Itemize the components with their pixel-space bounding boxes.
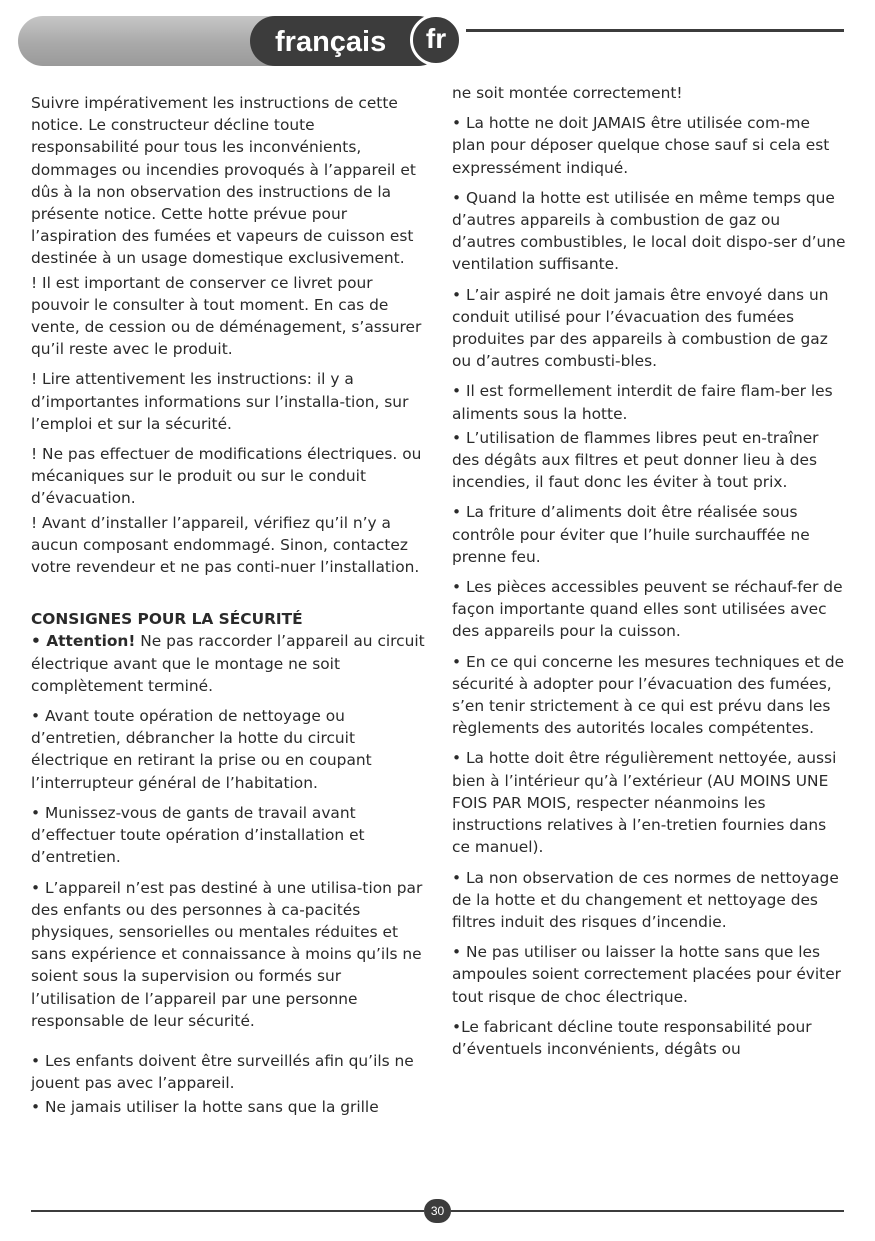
safety-bullet: • La hotte doit être régulièrement nettoyée, aussi bien à l’intérieur qu’à l’extérieur (AU MOINS UNE FOIS PAR MOIS, respecter néanmoins les instructions relatives à l’en-tretien fournies dans ce manuel). <box>452 749 837 857</box>
safety-bullet: • La non observation de ces normes de nettoyage de la hotte et du changement et nettoyage des filtres induit des risques d’incendie. <box>452 868 839 931</box>
safety-bullet: • Les pièces accessibles peuvent se réchauf-fer de façon importante quand elles sont utilisées avec des appareils pour la cuisson. <box>452 578 843 641</box>
note-paragraph: ! Lire attentivement les instructions: il y a d’importantes informations sur l’installa-tion, sur l’emploi et sur la sécurité. <box>31 370 409 433</box>
attention-paragraph <box>31 630 426 697</box>
safety-bullet: • Les enfants doivent être surveillés afin qu’ils ne jouent pas avec l’appareil. <box>31 1051 414 1093</box>
language-code-badge: fr <box>410 14 462 66</box>
safety-bullet: • Munissez-vous de gants de travail avant d’effectuer toute opération d’installation et d’entretien. <box>31 803 365 867</box>
attention-label: • Attention! <box>31 632 136 651</box>
safety-bullet: • La hotte ne doit JAMAIS être utilisée com-me plan pour déposer quelque chose sauf si cela est expressément indiqué. <box>452 114 830 177</box>
safety-section-title: CONSIGNES POUR LA SÉCURITÉ <box>31 610 303 629</box>
safety-bullet: • Il est formellement interdit de faire flam-ber les aliments sous la hotte. <box>452 382 833 423</box>
attention-text: Ne pas raccorder l’appareil au circuit électrique avant que le montage ne soit complètement terminé. <box>31 632 425 695</box>
safety-bullet: • L’air aspiré ne doit jamais être envoyé dans un conduit utilisé pour l’évacuation des fumées produites par des appareils à combustion de gaz ou d’autres combusti-bles. <box>452 285 829 371</box>
safety-bullet: • L’utilisation de flammes libres peut en-traîner des dégâts aux filtres et peut donner lieu à des incendies, il faut donc les éviter à tout prix. <box>452 428 819 492</box>
right-column <box>452 82 848 1068</box>
left-column <box>31 82 426 1127</box>
footer-divider-right <box>451 1210 844 1212</box>
language-label: français <box>275 26 387 58</box>
header-divider <box>466 29 844 32</box>
safety-bullet: • Ne jamais utiliser la hotte sans que la grille <box>31 1098 379 1117</box>
note-paragraph: ! Il est important de conserver ce livret pour pouvoir le consulter à tout moment. En cas de vente, de cession ou de déménagement, s’assurer qu’il reste avec le produit. <box>31 273 422 359</box>
safety-bullet: • Avant toute opération de nettoyage ou d’entretien, débrancher la hotte du circuit électrique en retirant la prise ou en coupant l’interrupteur général de l’habitation. <box>31 707 372 792</box>
continuation-line: ne soit montée correctement! <box>452 84 683 102</box>
note-paragraph: ! Avant d’installer l’appareil, vérifiez qu’il n’y a aucun composant endommagé. Sinon, contactez votre revendeur et ne pas conti-nuer l’installation. <box>31 513 420 577</box>
safety-bullet: • Quand la hotte est utilisée en même temps que d’autres appareils à combustion de gaz ou d’autres combustibles, le local doit dispo-ser d’une ventilation suffisante. <box>452 188 846 274</box>
safety-bullet: • Ne pas utiliser ou laisser la hotte sans que les ampoules soient correctement placées pour éviter tout risque de choc électrique. <box>452 943 842 1006</box>
safety-bullet: • En ce qui concerne les mesures techniques et de sécurité à adopter pour l’évacuation des fumées, s’en tenir strictement à ce qui est prévu dans les règlements des autorités locales compétentes. <box>452 652 845 738</box>
note-paragraph: ! Ne pas effectuer de modifications électriques. ou mécaniques sur le produit ou sur le conduit d’évacuation. <box>31 445 422 508</box>
footer-divider-left <box>31 1210 424 1212</box>
page-number: 30 <box>424 1199 451 1223</box>
safety-bullet: •Le fabricant décline toute responsabilité pour d’éventuels inconvénients, dégâts ou <box>452 1017 812 1058</box>
intro-paragraph: Suivre impérativement les instructions de cette notice. Le constructeur décline toute responsabilité pour tous les inconvénients, dommages ou incendies provoqués à l’appareil et dûs à la non observation des instructions de la présente notice. Cette hotte prévue pour l’aspiration des fumées et vapeurs de cuisson est destinée à un usage domestique exclusivement. <box>31 94 416 268</box>
safety-bullet: • La friture d’aliments doit être réalisée sous contrôle pour éviter que l’huile surchauffée ne prenne feu. <box>452 503 810 566</box>
safety-bullet: • L’appareil n’est pas destiné à une utilisa-tion par des enfants ou des personnes à ca-pacités physiques, sensorielles ou mentales réduites et sans expérience et connaissance à moins qu’ils ne soient sous la supervision ou formés sur l’utilisation de l’appareil par une personne responsable de leur sécurité. <box>31 878 423 1030</box>
